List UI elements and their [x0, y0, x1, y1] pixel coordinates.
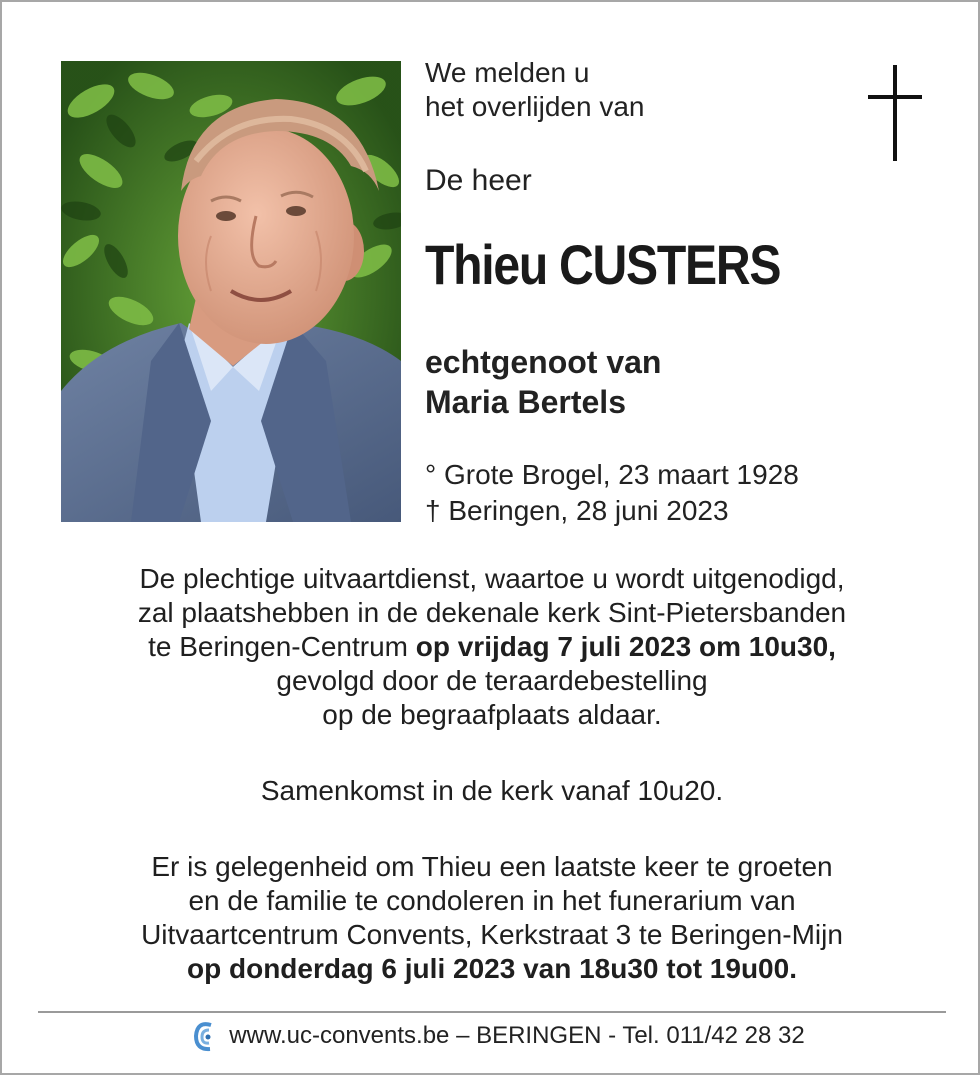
ceremony-datetime: op vrijdag 7 juli 2023 om 10u30,: [415, 631, 836, 662]
spouse-name: Maria Bertels: [425, 384, 626, 420]
ceremony-location: te Beringen-Centrum: [148, 631, 416, 662]
spouse-label: echtgenoot van: [425, 344, 662, 380]
spouse-info: [425, 342, 661, 422]
uc-convents-logo-icon: [193, 1019, 215, 1053]
ceremony-line-2: zal plaatshebben in de dekenale kerk Sint-Pietersbanden: [137, 597, 847, 628]
visitation-line-3: Uitvaartcentrum Convents, Kerkstraat 3 te Beringen-Mijn: [141, 919, 843, 950]
gathering-line: Samenkomst in de kerk vanaf 10u20.: [260, 775, 724, 806]
visitation-datetime: op donderdag 6 juli 2023 van 18u30 tot 19u00.: [187, 953, 797, 984]
ceremony-line-4: gevolgd door de teraardebestelling: [276, 665, 708, 696]
honorific: De heer: [425, 164, 532, 197]
death-date: † Beringen, 28 juni 2023: [425, 495, 729, 526]
footer: [2, 1018, 980, 1054]
intro-line-2: het overlijden van: [425, 91, 645, 122]
ceremony-line-3: [2, 630, 980, 664]
visitation-line-4: [2, 952, 980, 986]
visitation-line-1: Er is gelegenheid om Thieu een laatste keer te groeten: [151, 851, 833, 882]
intro-text: [425, 56, 644, 124]
portrait-photo: [61, 61, 401, 522]
visitation-line-2: en de familie te condoleren in het funerarium van: [188, 885, 796, 916]
life-dates: [425, 457, 799, 529]
footer-divider: [38, 1011, 946, 1013]
ceremony-line-1: De plechtige uitvaartdienst, waartoe u wordt uitgenodigd,: [139, 563, 845, 594]
deceased-name: Thieu CUSTERS: [425, 233, 781, 296]
birth-date: ° Grote Brogel, 23 maart 1928: [425, 459, 799, 490]
footer-contact: www.uc-convents.be – BERINGEN - Tel. 011/42 28 32: [229, 1022, 805, 1049]
portrait-illustration: [61, 61, 401, 522]
cross-icon: [866, 65, 924, 161]
service-details: [2, 562, 980, 986]
intro-line-1: We melden u: [425, 57, 590, 88]
ceremony-line-5: op de begraafplaats aldaar.: [322, 699, 662, 730]
